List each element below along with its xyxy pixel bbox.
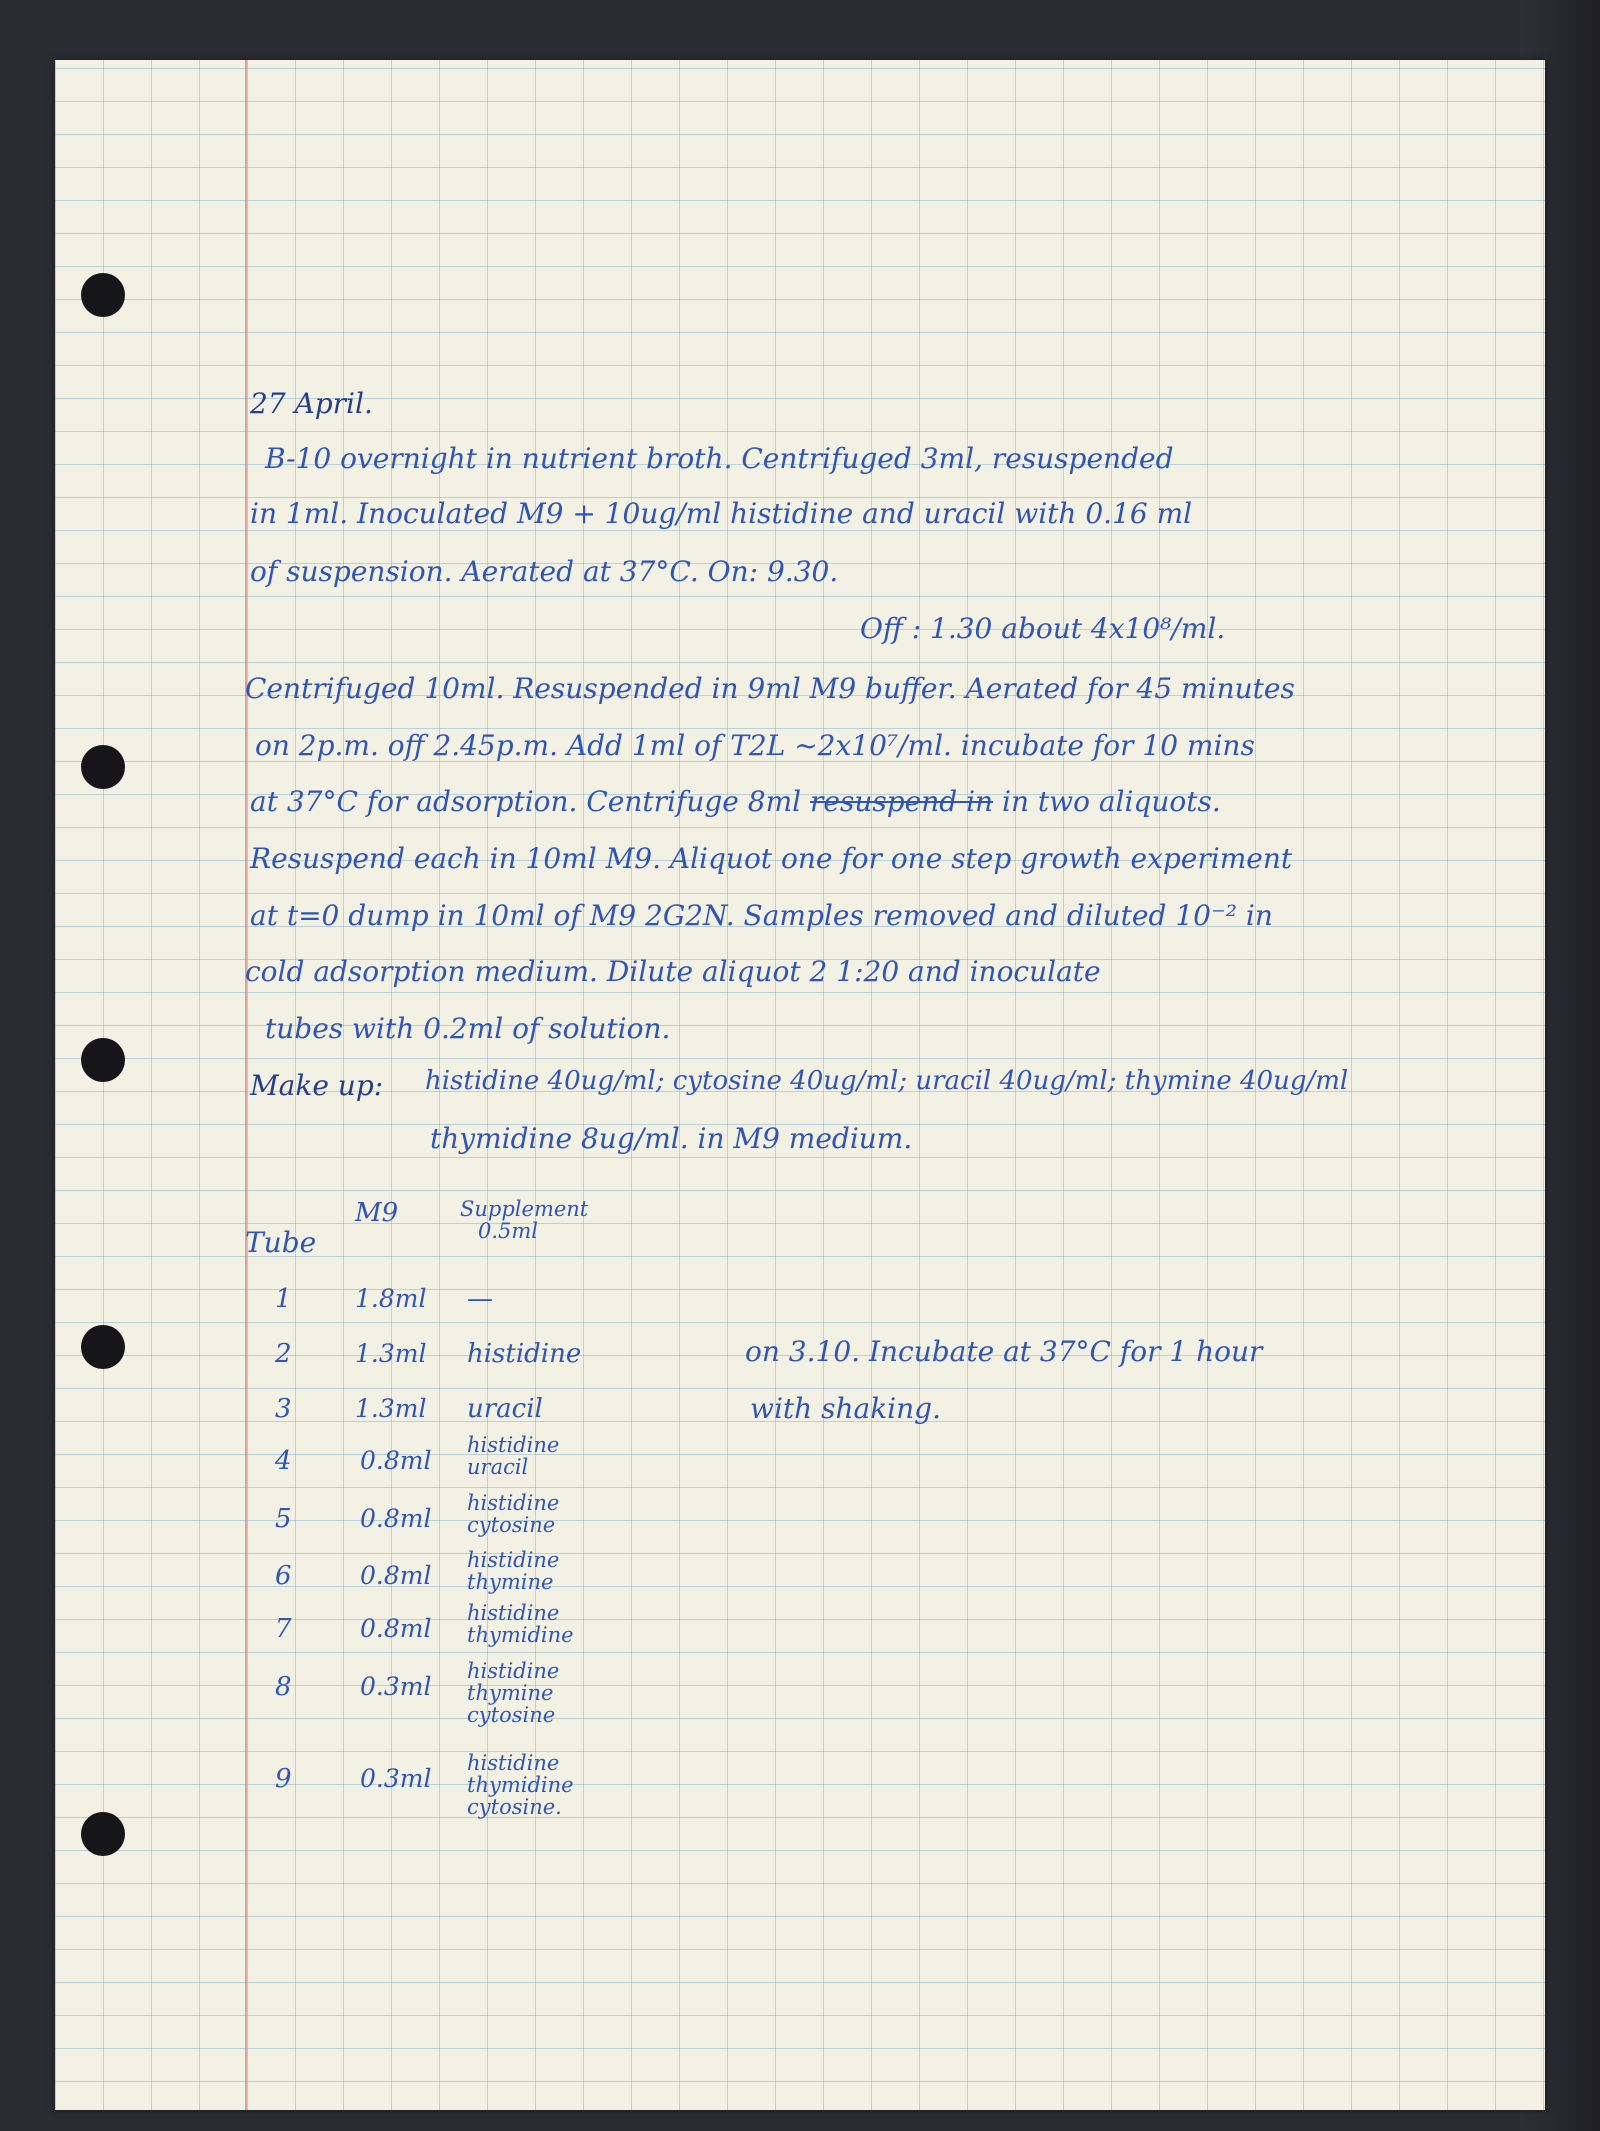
table-cell-supplement (467, 1286, 493, 1313)
note-line: cold adsorption medium. Dilute aliquot 2 1:20 and inoculate (245, 955, 1101, 988)
punch-hole (81, 1812, 125, 1856)
note-line: Resuspend each in 10ml M9. Aliquot one for one step growth experiment (250, 842, 1293, 875)
note-line (250, 785, 1221, 818)
supplement-line: uracil (467, 1394, 543, 1424)
supplement-line: — (467, 1284, 493, 1314)
note-line: tubes with 0.2ml of solution. (265, 1012, 671, 1045)
makeup-label: Make up: (250, 1069, 384, 1102)
table-cell-supplement (467, 1752, 574, 1818)
table-cell-m9: 1.8ml (355, 1284, 427, 1313)
table-cell-supplement (467, 1396, 543, 1423)
note-text: at 37°C for adsorption. Centrifuge 8ml (250, 785, 802, 818)
makeup-line: histidine 40ug/ml; cytosine 40ug/ml; uracil 40ug/ml; thymine 40ug/ml (425, 1066, 1349, 1096)
punch-hole (81, 273, 125, 317)
supplement-line: histidine (467, 1339, 582, 1369)
table-cell-tube: 1 (275, 1284, 292, 1314)
header-line: 0.5ml (478, 1219, 539, 1244)
table-header-tube: Tube (245, 1226, 317, 1259)
supplement-line: cytosine (467, 1513, 556, 1538)
struck-text: resuspend in (810, 785, 994, 818)
supplement-line: thymidine (467, 1773, 574, 1798)
table-cell-m9: 0.3ml (360, 1764, 432, 1793)
note-line: of suspension. Aerated at 37°C. On: 9.30. (250, 555, 839, 588)
table-cell-m9: 0.8ml (360, 1504, 432, 1533)
supplement-line: histidine (467, 1548, 560, 1572)
table-cell-tube: 7 (275, 1614, 292, 1644)
table-cell-m9: 1.3ml (355, 1339, 427, 1368)
makeup-line: thymidine 8ug/ml. in M9 medium. (430, 1122, 913, 1155)
table-cell-tube: 2 (275, 1339, 292, 1369)
supplement-line: thymidine (467, 1623, 574, 1648)
table-cell-supplement (467, 1660, 559, 1726)
side-note-line: on 3.10. Incubate at 37°C for 1 hour (745, 1335, 1263, 1368)
table-cell-tube: 6 (275, 1561, 292, 1591)
table-cell-supplement (467, 1602, 574, 1646)
supplement-line: histidine (467, 1751, 560, 1775)
punch-hole (81, 1325, 125, 1369)
supplement-line: cytosine (467, 1703, 556, 1728)
table-cell-m9: 0.8ml (360, 1614, 432, 1643)
punch-hole (81, 1038, 125, 1082)
note-line: in 1ml. Inoculated M9 + 10ug/ml histidine and uracil with 0.16 ml (250, 497, 1193, 530)
note-line: B-10 overnight in nutrient broth. Centrifuged 3ml, resuspended (265, 442, 1174, 475)
punch-hole (81, 745, 125, 789)
supplement-line: histidine (467, 1491, 560, 1515)
margin-line (245, 60, 247, 2110)
note-line: at t=0 dump in 10ml of M9 2G2N. Samples removed and diluted 10⁻² in (250, 899, 1273, 932)
table-cell-tube: 5 (275, 1504, 292, 1534)
table-cell-tube: 4 (275, 1446, 292, 1476)
table-cell-tube: 3 (275, 1394, 292, 1424)
table-cell-tube: 9 (275, 1764, 292, 1794)
note-text: in two aliquots. (1001, 785, 1221, 818)
side-note-line: with shaking. (750, 1392, 941, 1425)
table-cell-supplement (467, 1341, 581, 1368)
table-header-supplement (460, 1198, 588, 1242)
note-line: on 2p.m. off 2.45p.m. Add 1ml of T2L ~2x10⁷/ml. incubate for 10 mins (255, 729, 1255, 762)
notebook-page (55, 60, 1545, 2110)
supplement-line: thymine (467, 1681, 554, 1706)
table-cell-supplement (467, 1549, 559, 1593)
supplement-line: histidine (467, 1659, 560, 1683)
note-line: Off : 1.30 about 4x10⁸/ml. (860, 612, 1226, 645)
table-header-m9: M9 (355, 1198, 399, 1228)
supplement-line: histidine (467, 1433, 560, 1457)
supplement-line: uracil (467, 1455, 529, 1480)
supplement-line: cytosine. (467, 1795, 562, 1820)
table-cell-m9: 0.3ml (360, 1672, 432, 1701)
table-cell-m9: 1.3ml (355, 1394, 427, 1423)
entry-date: 27 April. (250, 387, 373, 420)
header-line: Supplement (460, 1197, 589, 1221)
supplement-line: histidine (467, 1601, 560, 1625)
supplement-line: thymine (467, 1570, 554, 1595)
note-line: Centrifuged 10ml. Resuspended in 9ml M9 buffer. Aerated for 45 minutes (245, 672, 1295, 705)
table-cell-tube: 8 (275, 1672, 292, 1702)
table-cell-supplement (467, 1434, 559, 1478)
table-cell-m9: 0.8ml (360, 1561, 432, 1590)
table-cell-supplement (467, 1492, 559, 1536)
table-cell-m9: 0.8ml (360, 1446, 432, 1475)
